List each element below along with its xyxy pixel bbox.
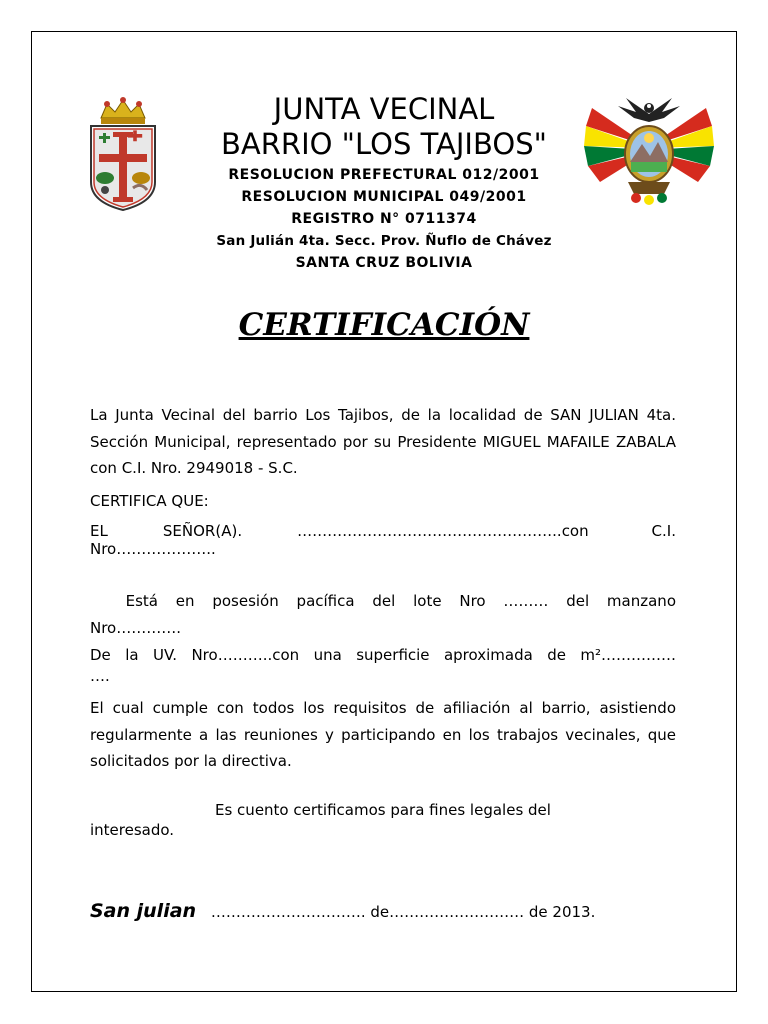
requisitos-paragraph: El cual cumple con todos los requisitos de afiliación al barrio, asistiendo regularmente a las reuniones y participando en los trabajos vecinales, que solicitados por la directiva.	[90, 699, 676, 770]
senor-line-tail: Nro………………..	[90, 540, 216, 558]
senor-line-text: EL SEÑOR(A). ……………………………………………..con C.I.	[90, 522, 676, 540]
intro-paragraph: La Junta Vecinal del barrio Los Tajibos, de la localidad de SAN JULIAN 4ta. Sección Municipal, representado por su Presidente MIGUEL MAFAILE ZABALA con C.I. Nro. 2949018 - S.C.	[90, 406, 676, 477]
certifica-heading: CERTIFICA QUE:	[90, 492, 209, 510]
posesion-line2: Nro………….	[90, 618, 182, 637]
place-date-line	[90, 900, 690, 922]
date-fill-line: …………………………. de……………………… de 2013.	[210, 903, 596, 921]
document-title: CERTIFICACIÓN	[238, 307, 530, 343]
org-name-line1: JUNTA VECINAL	[273, 92, 495, 126]
registration-number: REGISTRO N° 0711374	[291, 211, 477, 227]
municipal-coat-of-arms-icon	[87, 94, 159, 212]
posesion-paragraph	[90, 588, 676, 641]
uv-paragraph	[90, 642, 676, 685]
uv-line2: ….	[90, 666, 110, 685]
org-name-line2: BARRIO "LOS TAJIBOS"	[221, 127, 547, 161]
national-coat-of-arms-icon	[578, 86, 720, 208]
location-line: San Julián 4ta. Secc. Prov. Ñuflo de Chávez	[216, 233, 552, 249]
resolution-municipal: RESOLUCION MUNICIPAL 049/2001	[241, 189, 527, 205]
senor-field-line	[90, 522, 676, 558]
uv-line1: De la UV. Nro………..con una superficie aproximada de m²……………	[90, 646, 676, 664]
document-header	[190, 92, 578, 274]
closing-line1: Es cuento certificamos para fines legales del	[215, 801, 551, 819]
resolution-prefectural: RESOLUCION PREFECTURAL 012/2001	[228, 167, 540, 183]
place-name: San julian	[90, 900, 197, 922]
posesion-line1: Está en posesión pacífica del lote Nro ……… del manzano	[90, 592, 676, 610]
country-line: SANTA CRUZ BOLIVIA	[295, 255, 473, 271]
closing-line2: interesado.	[90, 821, 175, 839]
closing-paragraph	[90, 800, 676, 840]
